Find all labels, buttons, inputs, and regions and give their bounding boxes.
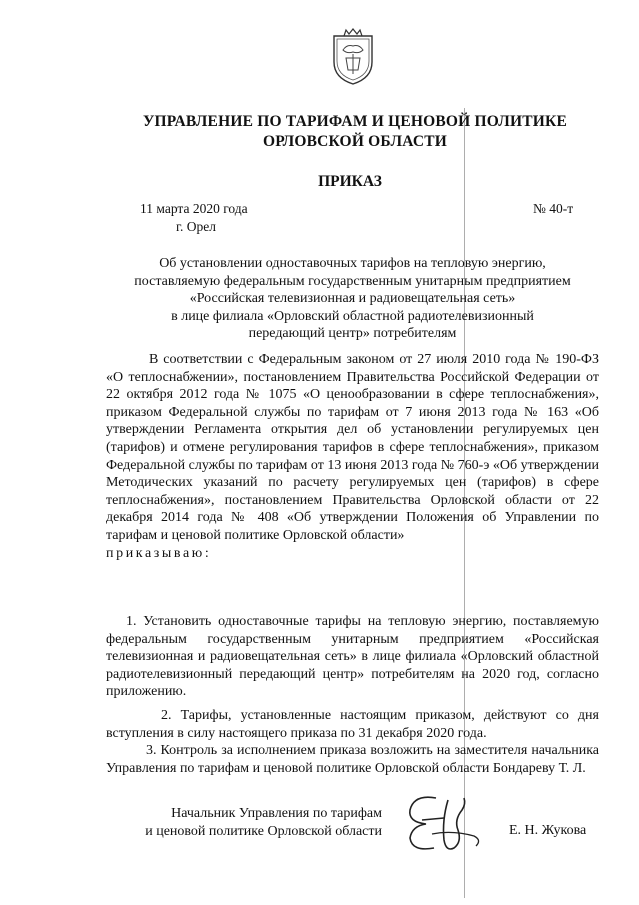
coat-of-arms-icon — [330, 28, 376, 86]
order-item-3: 3. Контроль за исполнением приказа возложить на заместителя начальника Управления по тарифам и ценовой политике Орловской области Бондареву Т. Л. — [106, 743, 599, 776]
subject-line: Об установлении одноставочных тарифов на тепловую энергию, — [159, 256, 546, 271]
document-city: г. Орел — [176, 219, 216, 234]
subject-line: в лице филиала «Орловский областной радиотелевизионный — [171, 308, 534, 324]
signatory-name: Е. Н. Жукова — [509, 823, 587, 838]
organization-name-line-2: ОРЛОВСКОЙ ОБЛАСТИ — [262, 133, 448, 150]
document-number: № 40-т — [533, 201, 574, 216]
organization-name-line-1: УПРАВЛЕНИЕ ПО ТАРИФАМ И ЦЕНОВОЙ ПОЛИТИКЕ — [142, 113, 568, 130]
subject-line: поставляемую федеральным государственным унитарным предприятием — [134, 273, 571, 289]
document-type-title: ПРИКАЗ — [318, 173, 382, 190]
preamble-paragraph — [106, 351, 599, 562]
preamble-text: В соответствии с Федеральным законом от 27 июля 2010 года № 190-ФЗ «О теплоснабжении», постановлением Правительства Российской Федерации от 22 октября 2012 года № 1075 «О ценообразовании в сфере теплоснабжения», приказом Федеральной службы по тарифам от 7 июня 2013 года № 163 «Об утверждении Регламента открытия дел об установлении регулируемых цен (тарифов) и отмене регулирования тарифов в сфере теплоснабжения», приказом Федеральной службы по тарифам от 13 июня 2013 года № 760-э «Об утверждении Методических указаний по расчету регулируемых цен (тарифов) в сфере теплоснабжения», постановлением Правительства Орловской области от 22 декабря 2014 года № 408 «Об утверждении Положения об Управлении по тарифам и ценовой политике Орловской области» — [106, 352, 599, 543]
signatory-position-line-1: Начальник Управления по тарифам — [171, 806, 382, 821]
order-item-2: 2. Тарифы, установленные настоящим приказом, действуют со дня вступления в силу настоящего приказа по 31 декабря 2020 года. — [106, 708, 599, 741]
order-item-1: 1. Установить одноставочные тарифы на тепловую энергию, поставляемую федеральным государственным унитарным предприятием «Российская телевизионная и радиовещательная сеть» в лице филиала «Орловский областной радиотелевизионный передающий центр» потребителям на 2020 год, согласно приложению. — [106, 614, 599, 700]
document-date: 11 марта 2020 года — [140, 201, 248, 216]
signatory-position-line-2: и ценовой политике Орловской области — [145, 824, 382, 839]
subject-line: «Российская телевизионная и радиовещательная сеть» — [189, 291, 516, 306]
handwritten-signature — [392, 790, 492, 860]
decree-word: приказываю: — [106, 545, 212, 561]
signatory-position — [112, 805, 382, 841]
subject-line: передающий центр» потребителям — [248, 326, 457, 341]
document-subject — [100, 255, 605, 343]
